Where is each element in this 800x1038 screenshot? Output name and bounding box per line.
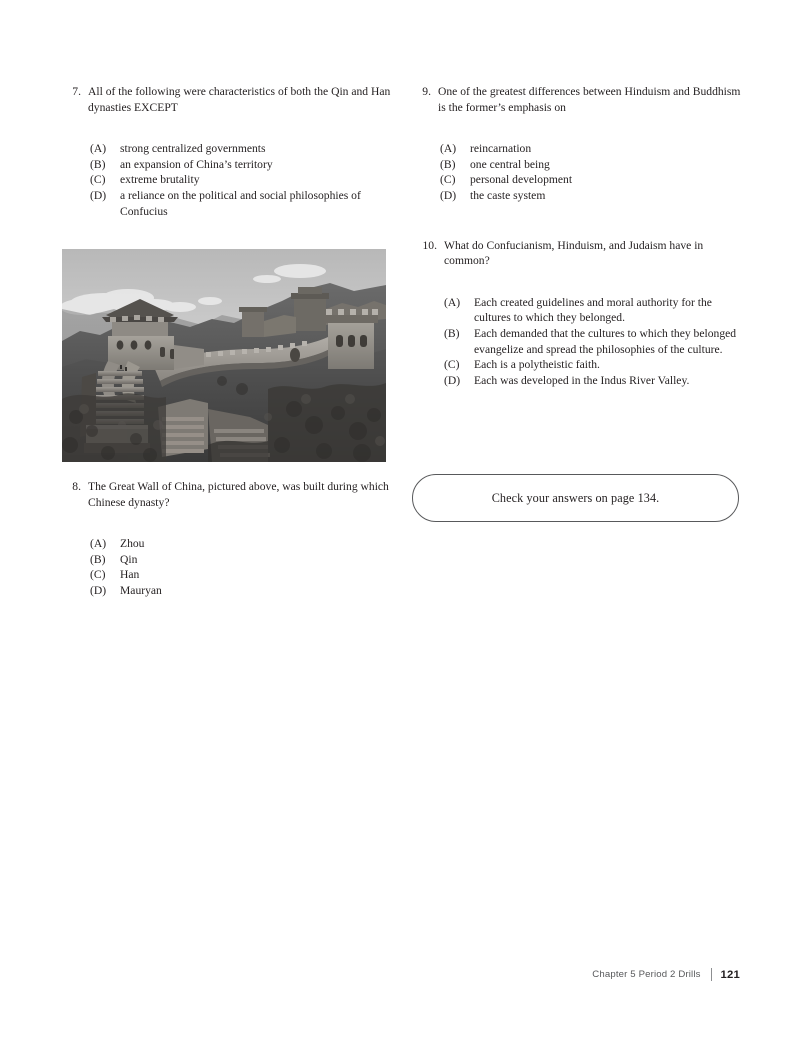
- choice-letter: (C): [444, 358, 460, 372]
- question-7: [62, 84, 394, 219]
- choice-letter: (D): [440, 188, 457, 202]
- choice-text: Qin: [120, 552, 138, 566]
- question-10-choices: [412, 295, 744, 389]
- choice-text: Each demanded that the cultures to which they belonged evangelize and spread the philosophies of the culture.: [474, 326, 737, 356]
- question-7-choices: [62, 141, 394, 219]
- choice-letter: (A): [90, 537, 107, 551]
- choice-option[interactable]: [412, 357, 744, 373]
- choice-text: one central being: [470, 157, 550, 171]
- choice-letter: (B): [90, 552, 106, 566]
- great-wall-photo: [62, 249, 386, 462]
- question-7-number: 7.: [72, 85, 81, 98]
- choice-text: a reliance on the political and social philosophies of Confucius: [120, 188, 361, 218]
- choice-text: Zhou: [120, 537, 145, 551]
- choice-letter: (B): [440, 157, 456, 171]
- choice-option[interactable]: [62, 552, 394, 568]
- choice-text: Mauryan: [120, 583, 162, 597]
- choice-option[interactable]: [412, 295, 744, 326]
- choice-text: the caste system: [470, 188, 546, 202]
- choice-option[interactable]: [412, 157, 744, 173]
- choice-option[interactable]: [412, 172, 744, 188]
- footer-divider: [711, 968, 712, 981]
- question-8-choices: [62, 536, 394, 598]
- spacer: [412, 269, 744, 295]
- choice-letter: (B): [444, 326, 460, 340]
- question-9-choices: [412, 141, 744, 203]
- spacer: [62, 115, 394, 141]
- choice-text: Each is a polytheistic faith.: [474, 358, 600, 372]
- choice-option[interactable]: [412, 188, 744, 204]
- question-9-number: 9.: [422, 85, 431, 98]
- question-7-text: All of the following were characteristics of both the Qin and Han dynasties EXCEPT: [88, 85, 391, 114]
- choice-text: extreme brutality: [120, 173, 200, 187]
- great-wall-photo-graphic: [62, 249, 386, 462]
- left-column: [62, 84, 394, 219]
- question-8-text: The Great Wall of China, pictured above, was built during which Chinese dynasty?: [88, 480, 389, 509]
- choice-letter: (A): [90, 142, 107, 156]
- choice-letter: (A): [444, 295, 461, 309]
- question-7-stem: [62, 84, 394, 115]
- choice-option[interactable]: [62, 157, 394, 173]
- choice-option[interactable]: [62, 583, 394, 599]
- choice-letter: (D): [444, 373, 461, 387]
- spacer: [412, 115, 744, 141]
- check-answers-text: Check your answers on page 134.: [491, 490, 660, 505]
- choice-option[interactable]: [62, 536, 394, 552]
- choice-letter: (C): [440, 173, 456, 187]
- question-8: [62, 479, 394, 599]
- footer-chapter-label: Chapter 5 Period 2 Drills: [592, 969, 701, 980]
- left-column-lower: [62, 479, 394, 599]
- question-9-text: One of the greatest differences between Hinduism and Buddhism is the former’s emphasis on: [438, 85, 741, 114]
- choice-letter: (C): [90, 568, 106, 582]
- choice-letter: (D): [90, 188, 107, 202]
- choice-option[interactable]: [62, 141, 394, 157]
- choice-text: reincarnation: [470, 142, 532, 156]
- question-10-text: What do Confucianism, Hinduism, and Judaism have in common?: [444, 238, 704, 268]
- right-column: [412, 84, 744, 388]
- choice-option[interactable]: [412, 373, 744, 389]
- choice-letter: (A): [440, 142, 457, 156]
- choice-option[interactable]: [412, 326, 744, 357]
- choice-letter: (C): [90, 173, 106, 187]
- question-10-stem: [412, 238, 744, 269]
- choice-option[interactable]: [412, 141, 744, 157]
- spacer: [62, 510, 394, 536]
- page-footer: [592, 968, 740, 981]
- spacer: [412, 204, 744, 238]
- right-tower: [324, 309, 378, 369]
- question-8-stem: [62, 479, 394, 510]
- choice-option[interactable]: [62, 188, 394, 219]
- choice-text: Each created guidelines and moral authority for the cultures to which they belonged.: [474, 295, 712, 325]
- question-10: [412, 238, 744, 389]
- question-10-number: 10.: [422, 238, 437, 252]
- choice-letter: (B): [90, 157, 106, 171]
- choice-text: an expansion of China’s territory: [120, 157, 273, 171]
- question-9: [412, 84, 744, 204]
- question-8-number: 8.: [72, 480, 81, 493]
- choice-option[interactable]: [62, 567, 394, 583]
- choice-option[interactable]: [62, 172, 394, 188]
- check-answers-callout: [412, 474, 739, 522]
- choice-text: Han: [120, 568, 140, 582]
- question-9-stem: [412, 84, 744, 115]
- choice-text: strong centralized governments: [120, 142, 266, 156]
- choice-letter: (D): [90, 583, 107, 597]
- choice-text: personal development: [470, 173, 573, 187]
- choice-text: Each was developed in the Indus River Valley.: [474, 373, 690, 387]
- page-number: 121: [720, 968, 740, 981]
